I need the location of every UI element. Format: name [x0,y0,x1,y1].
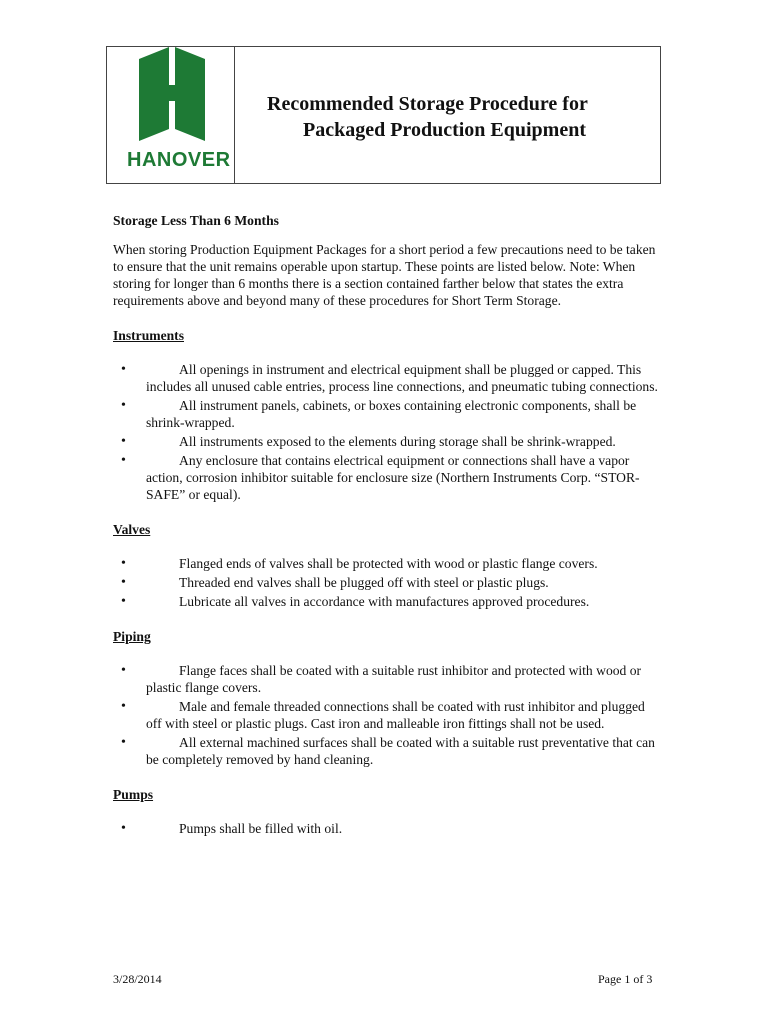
list-item-text: Threaded end valves shall be plugged off with steel or plastic plugs. [179,575,549,590]
list-item-text: All external machined surfaces shall be coated with a suitable rust preventative that can be completely removed by hand cleaning. [146,735,655,767]
bullet-list [113,662,658,768]
list-item [113,555,658,572]
bullet-icon: • [121,362,126,377]
title-line-1: Recommended Storage Procedure for [267,93,588,115]
list-item-text: All openings in instrument and electrical equipment shall be plugged or capped. This includes all unused cable entries, process line connections, and pneumatic tubing connections. [146,362,658,394]
bullet-icon: • [121,821,126,836]
bullet-icon: • [121,735,126,750]
bullet-icon: • [121,453,126,468]
bullet-icon: • [121,556,126,571]
header-divider [234,47,235,183]
bullet-icon: • [121,575,126,590]
list-item-text: Flanged ends of valves shall be protected with wood or plastic flange covers. [179,556,598,571]
logo-wordmark: HANOVER [127,149,231,171]
bullet-icon: • [121,594,126,609]
list-item [113,452,658,503]
bullet-icon: • [121,663,126,678]
section-heading-valves: Valves [113,522,151,537]
hanover-logo [115,47,231,183]
list-item-text: Any enclosure that contains electrical equipment or connections shall have a vapor action, corrosion inhibitor suitable for enclosure size (Northern Instruments Corp. “STOR-SAFE” or equal). [146,453,640,502]
list-item [113,698,658,732]
bullet-icon: • [121,398,126,413]
list-item [113,397,658,431]
list-item [113,662,658,696]
storage-heading: Storage Less Than 6 Months [113,213,279,228]
list-item [113,593,658,610]
hanover-logo-mark [115,47,227,147]
bullet-icon: • [121,434,126,449]
list-item-text: Male and female threaded connections shall be coated with rust inhibitor and plugged off with steel or plastic plugs. Cast iron and malleable iron fittings shall not be used. [146,699,645,731]
list-item [113,734,658,768]
list-item-text: Flange faces shall be coated with a suitable rust inhibitor and protected with wood or plastic flange covers. [146,663,642,695]
list-item-text: All instrument panels, cabinets, or boxes containing electronic components, shall be shrink-wrapped. [146,398,637,430]
section-heading-pumps: Pumps [113,787,154,802]
bullet-icon: • [121,699,126,714]
list-item [113,574,658,591]
list-item [113,433,658,450]
list-item-text: Lubricate all valves in accordance with manufactures approved procedures. [179,594,590,609]
list-item [113,361,658,395]
footer-date: 3/28/2014 [113,972,162,986]
bullet-list [113,555,658,610]
sections-container [113,327,658,837]
list-item-text: Pumps shall be filled with oil. [179,821,343,836]
footer-page-number: Page 1 of 3 [598,972,653,986]
document-body [113,212,658,855]
intro-paragraph: When storing Production Equipment Packages for a short period a few precautions need to be taken to ensure that the unit remains operable upon startup. These points are listed below. Note: When storing for longer than 6 months there is a section contained farther below that states the extra requirements above and beyond many of these procedures for Short Term Storage. [113,242,656,308]
list-item [113,820,658,837]
document-title [267,91,588,143]
section-heading-instruments: Instruments [113,328,184,343]
section-heading-piping: Piping [113,629,151,644]
bullet-list [113,361,658,503]
bullet-list [113,820,658,837]
document-header [106,46,661,184]
list-item-text: All instruments exposed to the elements during storage shall be shrink-wrapped. [179,434,616,449]
title-line-2: Packaged Production Equipment [303,119,586,141]
